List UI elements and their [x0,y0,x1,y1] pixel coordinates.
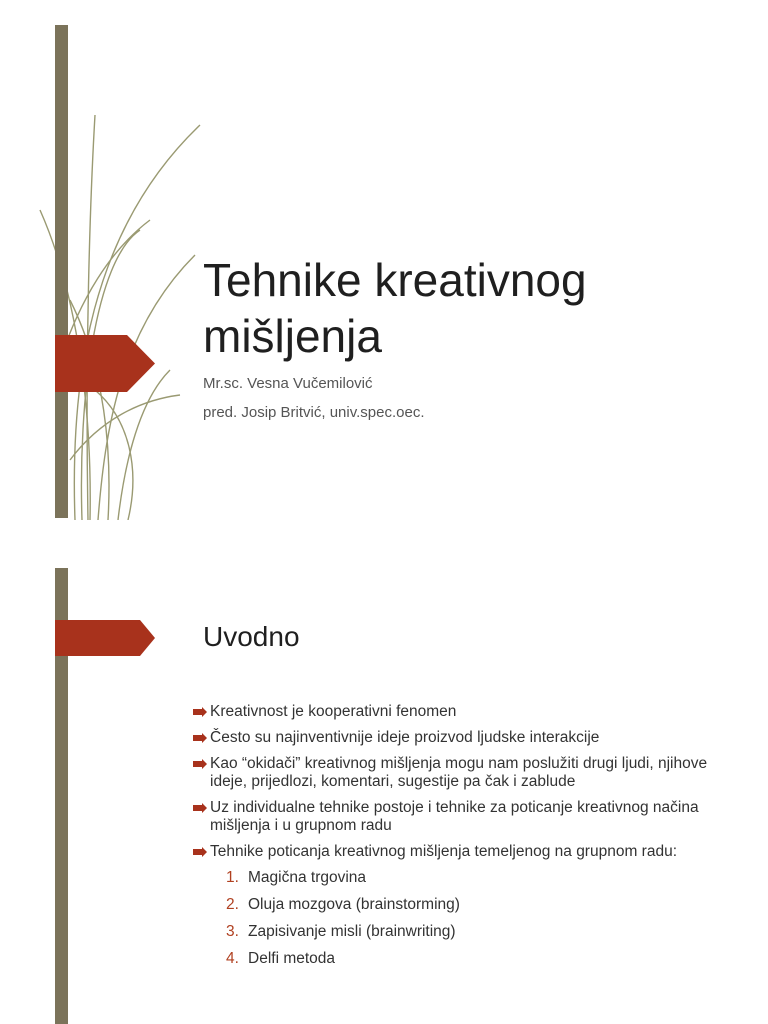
grass-decoration-icon [0,0,220,520]
numbered-list [210,869,733,968]
bullet-list [193,703,733,977]
author-line-2: pred. Josip Britvić, univ.spec.oec. [203,404,425,421]
arrow-bullet-icon [193,733,207,743]
author-line-1: Mr.sc. Vesna Vučemilović [203,375,373,392]
arrow-bullet-icon [193,803,207,813]
arrow-bullet-icon [193,847,207,857]
arrow-bullet-icon [193,707,207,717]
content-slide [0,565,768,1024]
arrow-shape-icon [55,335,155,392]
list-item: Često su najinventivnije ideje proizvod ljudske interakcije [193,729,733,747]
numbered-item: 3. Zapisivanje misli (brainwriting) [226,923,456,940]
arrow-bullet-icon [193,759,207,769]
accent-bar [55,25,68,518]
list-item: Uz individualne tehnike postoje i tehnike za poticanje kreativnog načina mišljenja i u grupnom radu [193,799,733,835]
numbered-item: 1. Magična trgovina [226,869,367,886]
list-item: Kao “okidači” kreativnog mišljenja mogu nam poslužiti drugi ljudi, njihove ideje, prijedlozi, komentari, sugestije pa čak i zablude [193,755,733,791]
slide-title: Uvodno [203,621,300,652]
numbered-item: 2. Oluja mozgova (brainstorming) [226,896,460,913]
list-item: Kreativnost je kooperativni fenomen [193,703,733,721]
numbered-item: 4. Delfi metoda [226,950,336,967]
arrow-shape-icon [55,620,155,656]
list-item: Tehnike poticanja kreativnog mišljenja temeljenog na grupnom radu: 1. Magična trgovina 2. Oluja mozgova (brainstorming) 3. Zapisivanje misli (brainwriting) 4. Delfi metoda [193,843,733,968]
slide-title: Tehnike kreativnog mišljenja [203,254,587,362]
